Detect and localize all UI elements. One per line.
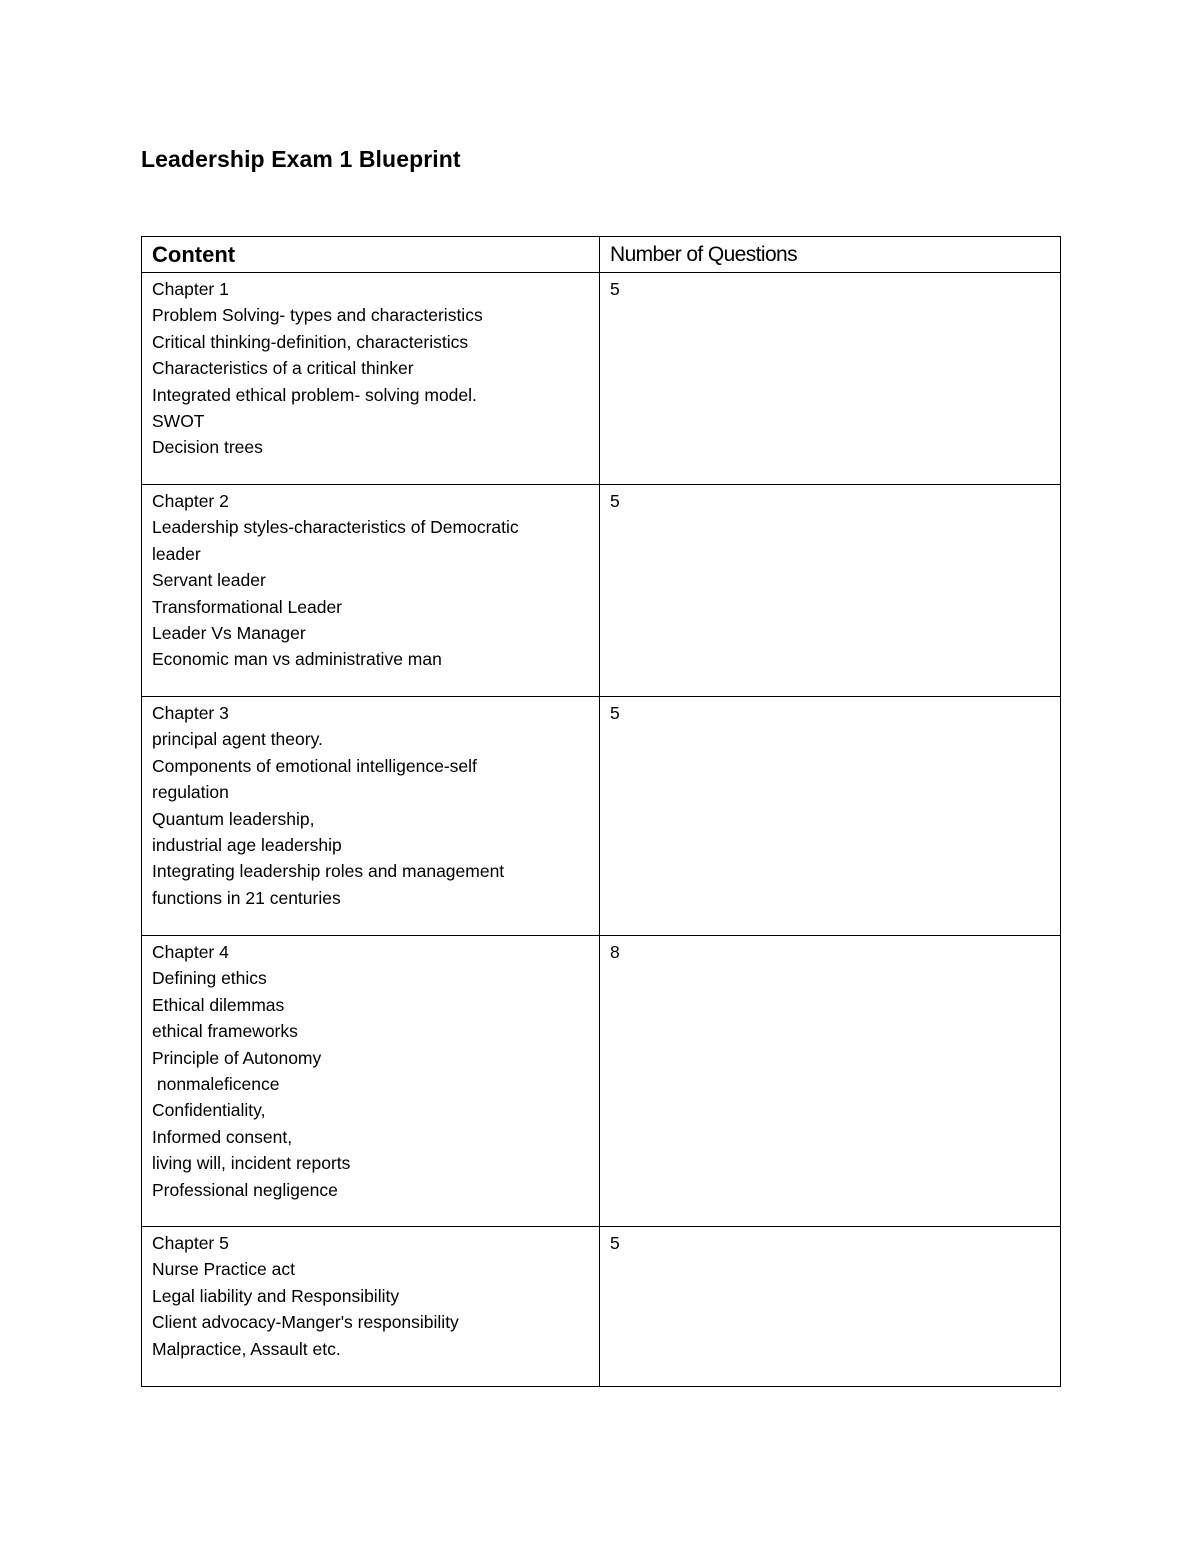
topic-line: Integrated ethical problem- solving model. bbox=[152, 384, 477, 405]
topic-line: functions in 21 centuries bbox=[152, 887, 341, 908]
topic-line: leader bbox=[152, 543, 201, 564]
question-count-column-header: Number of Questions bbox=[600, 237, 1061, 273]
topic-line: Integrating leadership roles and management bbox=[152, 861, 505, 882]
topic-line: Informed consent, bbox=[152, 1126, 293, 1147]
chapter-3-question-count: 5 bbox=[600, 697, 1061, 936]
topic-line: Transformational Leader bbox=[152, 596, 343, 617]
chapter-4-content-cell bbox=[142, 936, 600, 1227]
chapter-5-question-count: 5 bbox=[600, 1227, 1061, 1387]
topic-line: Decision trees bbox=[152, 437, 263, 458]
topic-line: industrial age leadership bbox=[152, 835, 342, 856]
topic-line: SWOT bbox=[152, 411, 205, 432]
topic-line: nonmaleficence bbox=[152, 1074, 280, 1095]
chapter-2-question-count: 5 bbox=[600, 485, 1061, 697]
topic-line: Components of emotional intelligence-self bbox=[152, 755, 477, 776]
topic-line: Malpractice, Assault etc. bbox=[152, 1338, 341, 1359]
topic-line: Economic man vs administrative man bbox=[152, 649, 442, 670]
topic-line: Critical thinking-definition, characteristics bbox=[152, 331, 469, 352]
table-row-chapter-4 bbox=[142, 936, 1061, 1227]
topic-line: Leader Vs Manager bbox=[152, 623, 306, 644]
topic-line: living will, incident reports bbox=[152, 1153, 351, 1174]
chapter-2-heading: Chapter 2 bbox=[152, 491, 229, 511]
chapter-2-content-cell bbox=[142, 485, 600, 697]
table-row-chapter-2 bbox=[142, 485, 1061, 697]
topic-line: Servant leader bbox=[152, 570, 266, 591]
content-column-header: Content bbox=[142, 237, 600, 273]
topic-line: Professional negligence bbox=[152, 1179, 338, 1200]
document-title: Leadership Exam 1 Blueprint bbox=[141, 146, 461, 172]
topic-line: Nurse Practice act bbox=[152, 1259, 295, 1280]
topic-line: Ethical dilemmas bbox=[152, 994, 285, 1015]
table-row-chapter-1 bbox=[142, 273, 1061, 485]
chapter-4-question-count: 8 bbox=[600, 936, 1061, 1227]
topic-line: principal agent theory. bbox=[152, 729, 323, 750]
topic-line: Problem Solving- types and characteristics bbox=[152, 305, 483, 326]
topic-line: Legal liability and Responsibility bbox=[152, 1285, 400, 1306]
chapter-5-heading: Chapter 5 bbox=[152, 1233, 229, 1253]
topic-line: Leadership styles-characteristics of Democratic bbox=[152, 517, 519, 538]
chapter-3-content-cell bbox=[142, 697, 600, 936]
topic-line: Quantum leadership, bbox=[152, 808, 315, 829]
table-row-chapter-3 bbox=[142, 697, 1061, 936]
chapter-1-heading: Chapter 1 bbox=[152, 279, 229, 299]
blueprint-table bbox=[141, 236, 1061, 1387]
chapter-1-question-count: 5 bbox=[600, 273, 1061, 485]
chapter-5-content-cell bbox=[142, 1227, 600, 1387]
table-row-chapter-5 bbox=[142, 1227, 1061, 1387]
topic-line: Principle of Autonomy bbox=[152, 1047, 322, 1068]
chapter-1-content-cell bbox=[142, 273, 600, 485]
table-header-row bbox=[142, 237, 1061, 273]
chapter-3-heading: Chapter 3 bbox=[152, 703, 229, 723]
chapter-4-heading: Chapter 4 bbox=[152, 942, 229, 962]
topic-line: Characteristics of a critical thinker bbox=[152, 358, 414, 379]
topic-line: Defining ethics bbox=[152, 968, 267, 989]
topic-line: ethical frameworks bbox=[152, 1021, 298, 1042]
topic-line: regulation bbox=[152, 782, 229, 803]
topic-line: Confidentiality, bbox=[152, 1100, 266, 1121]
topic-line: Client advocacy-Manger's responsibility bbox=[152, 1312, 459, 1333]
